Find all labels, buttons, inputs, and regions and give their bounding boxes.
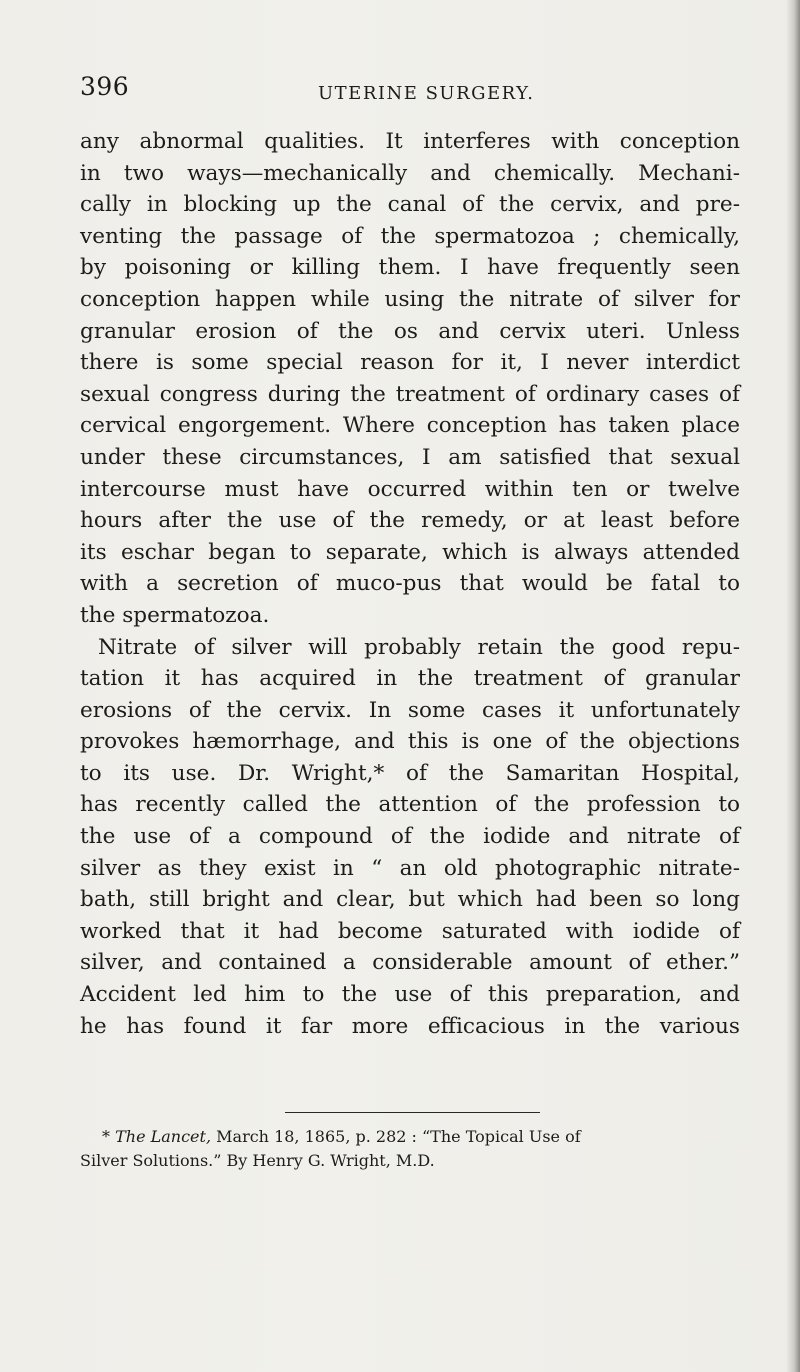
- footnote-citation: March 18, 1865, p. 282 : “The Topical Use of: [216, 1127, 581, 1146]
- footnote-rule: [285, 1112, 540, 1113]
- running-head: UTERINE SURGERY.: [318, 83, 535, 104]
- body-line: any abnormal qualities. It interferes with conception: [80, 129, 740, 154]
- page-number: 396: [80, 72, 130, 101]
- body-line: in two ways—mechanically and chemically. Mechani-: [80, 160, 740, 186]
- body-line: erosions of the cervix. In some cases it unfortunately: [80, 697, 740, 723]
- body-line: bath, still bright and clear, but which had been so long: [80, 887, 740, 913]
- body-line: tation it has acquired in the treatment of granular: [80, 666, 740, 692]
- body-line: Nitrate of silver will probably retain the good repu-: [98, 634, 740, 660]
- body-line: with a secretion of muco-pus that would be fatal to: [80, 571, 740, 597]
- body-line: he has found it far more efficacious in the various: [80, 1013, 740, 1039]
- body-line: Accident led him to the use of this preparation, and: [80, 982, 740, 1008]
- body-line: by poisoning or killing them. I have frequently seen: [80, 255, 740, 281]
- footnote: [80, 1125, 740, 1173]
- body-text: [80, 126, 740, 1042]
- body-line: provokes hæmorrhage, and this is one of the objections: [80, 729, 740, 755]
- body-line: its eschar began to separate, which is always attended: [80, 539, 740, 565]
- footnote-journal: The Lancet,: [115, 1127, 212, 1146]
- body-line: silver as they exist in “ an old photographic nitrate-: [80, 855, 740, 881]
- body-line: granular erosion of the os and cervix uteri. Unless: [80, 318, 740, 344]
- body-line: silver, and contained a considerable amount of ether.”: [80, 950, 740, 976]
- body-line: has recently called the attention of the profession to: [80, 792, 740, 818]
- body-line: intercourse must have occurred within ten or twelve: [80, 476, 740, 502]
- footnote-line: Silver Solutions.” By Henry G. Wright, M.D.: [80, 1151, 435, 1170]
- body-line: venting the passage of the spermatozoa ; chemically,: [80, 223, 740, 249]
- body-line: worked that it had become saturated with iodide of: [80, 918, 740, 944]
- body-line: cally in blocking up the canal of the cervix, and pre-: [80, 192, 740, 218]
- body-line: hours after the use of the remedy, or at least before: [80, 508, 740, 534]
- page-edge-shadow: [786, 0, 800, 1372]
- body-line: under these circumstances, I am satisfied that sexual: [80, 444, 740, 470]
- body-line: the use of a compound of the iodide and nitrate of: [80, 824, 740, 850]
- body-line: there is some special reason for it, I never interdict: [80, 350, 740, 376]
- body-line: cervical engorgement. Where conception has taken place: [80, 413, 740, 439]
- body-line: to its use. Dr. Wright,* of the Samaritan Hospital,: [80, 760, 740, 786]
- footnote-line: [80, 1125, 740, 1149]
- footnote-marker: *: [102, 1127, 110, 1146]
- body-line: the spermatozoa.: [80, 602, 270, 628]
- body-line: sexual congress during the treatment of ordinary cases of: [80, 381, 740, 407]
- body-line: conception happen while using the nitrate of silver for: [80, 286, 740, 312]
